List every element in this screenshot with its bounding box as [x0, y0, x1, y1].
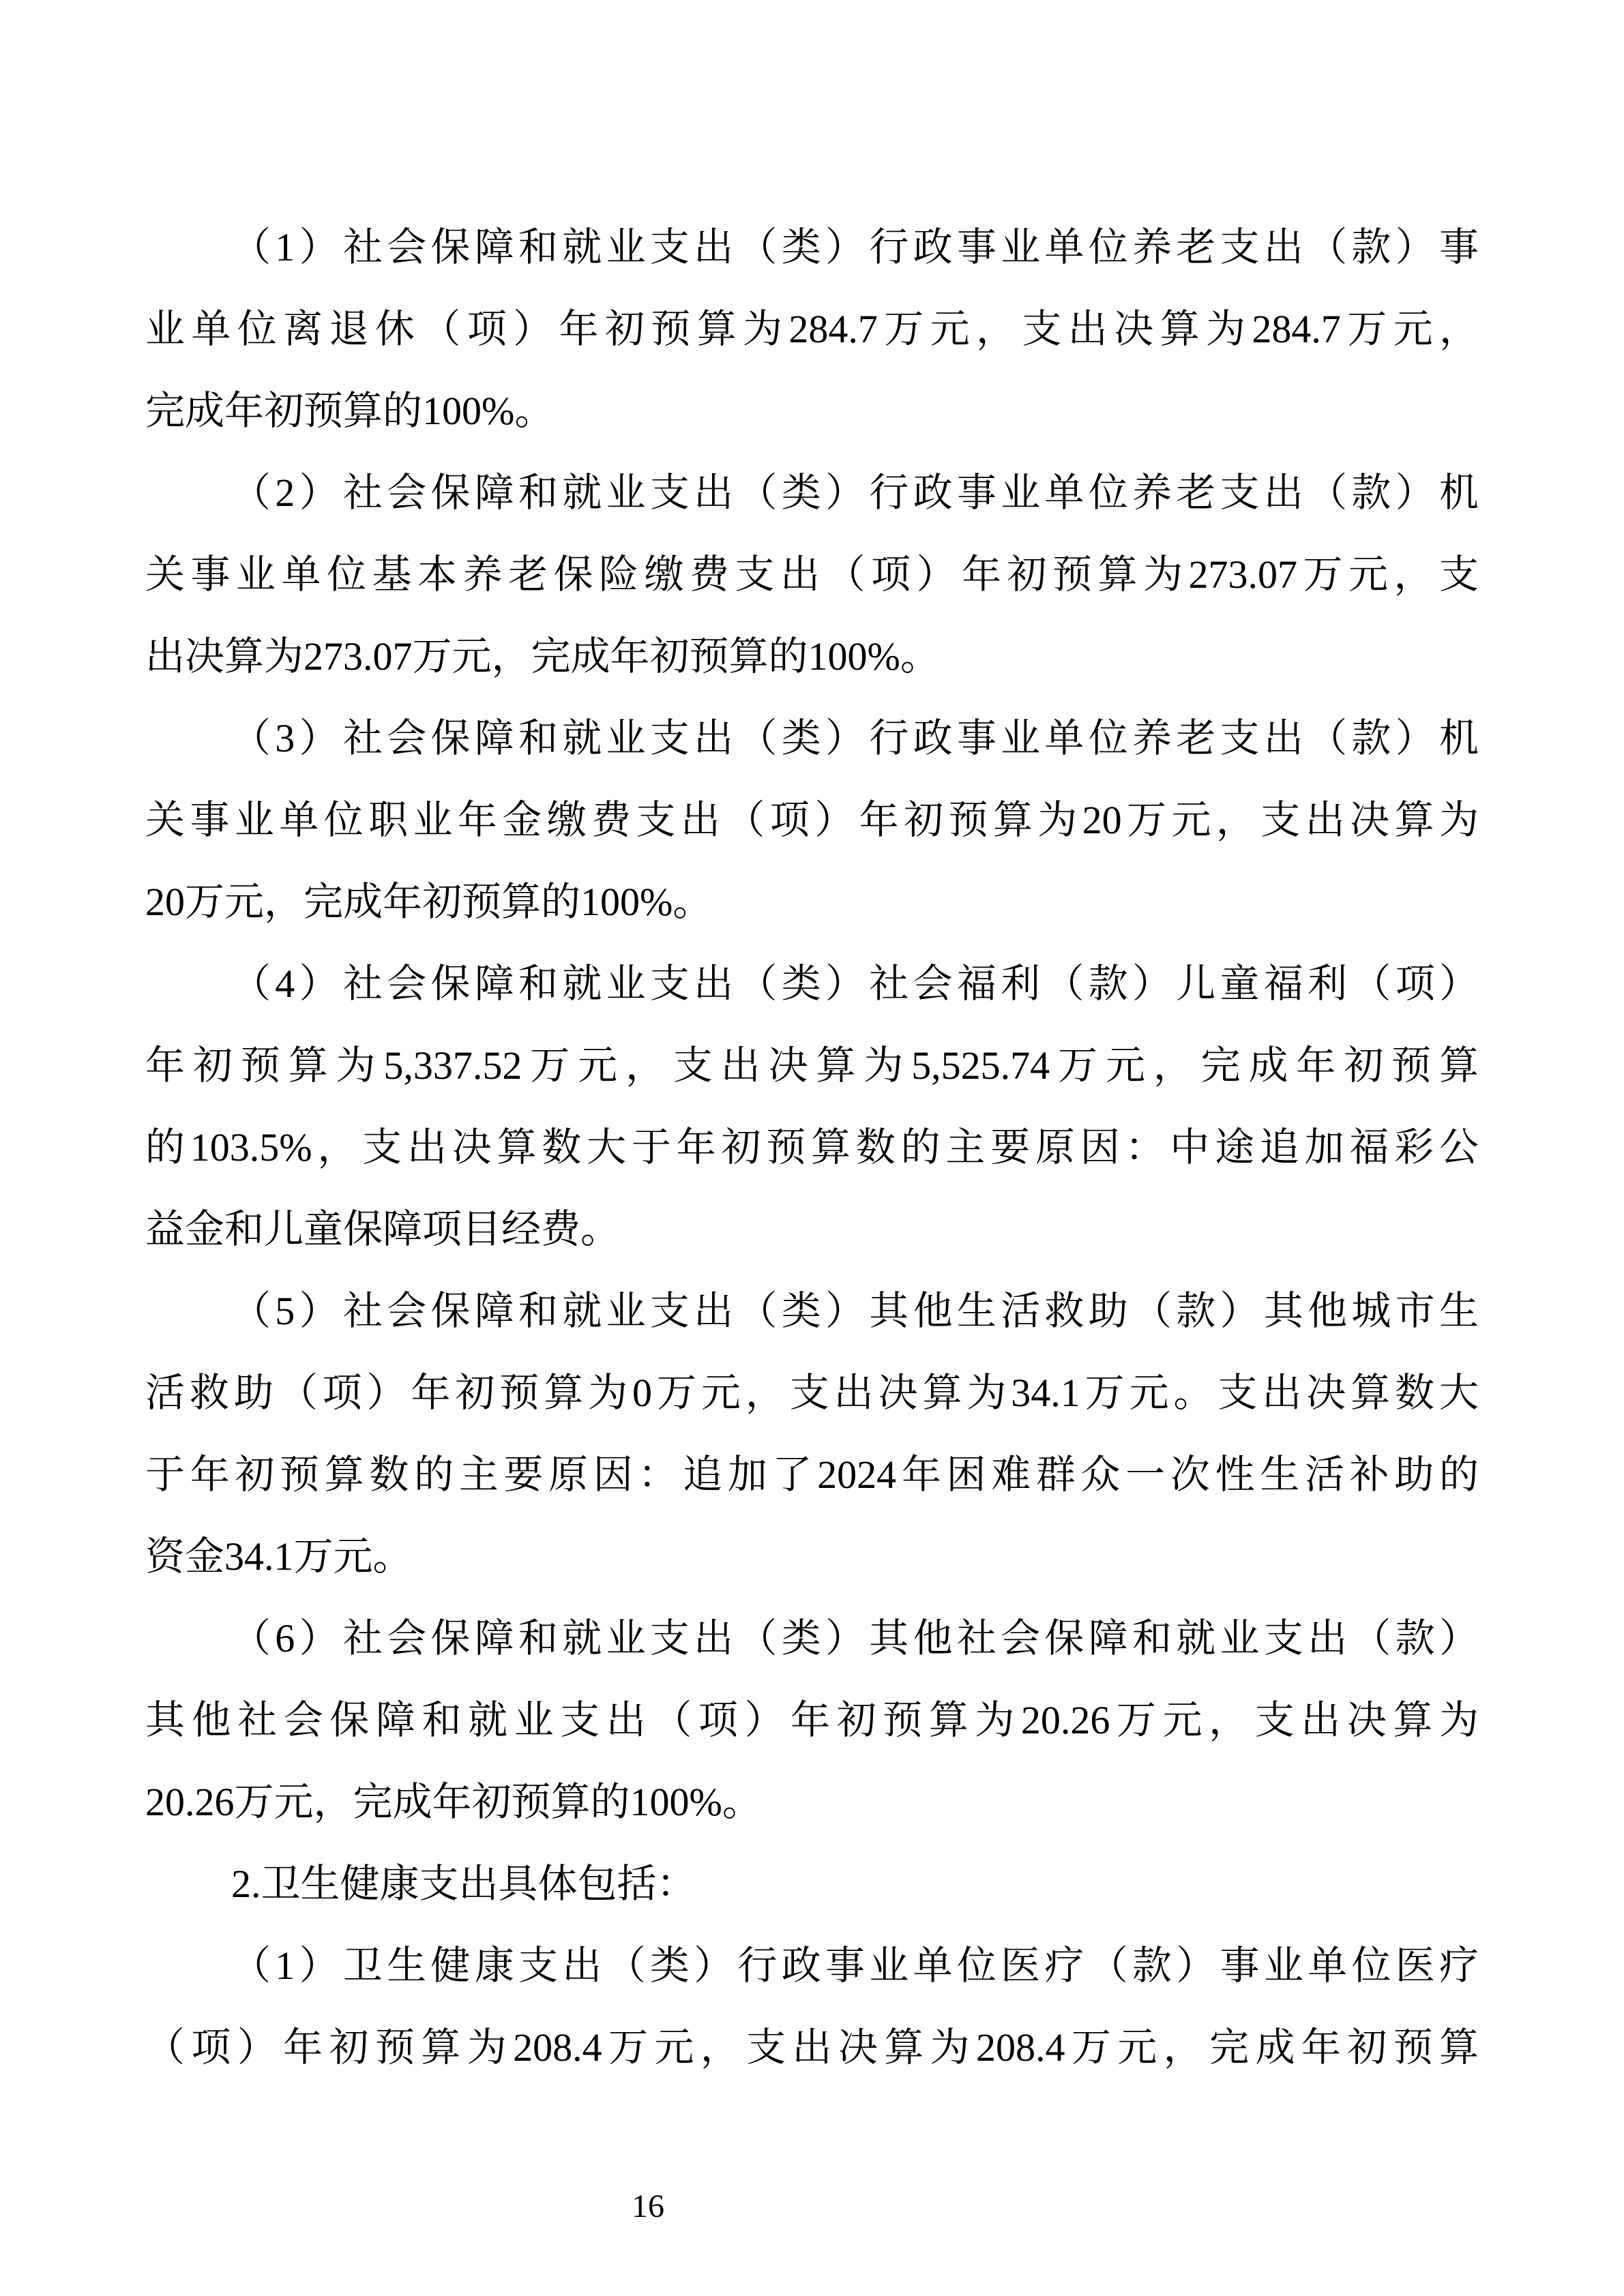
text-line: 其他社会保障和就业支出（项）年初预算为20.26万元，支出决算为: [145, 1698, 1479, 1742]
text-line: （5）社会保障和就业支出（类）其他生活救助（款）其他城市生: [231, 1289, 1479, 1333]
text-line: 关事业单位基本养老保险缴费支出（项）年初预算为273.07万元，支: [145, 552, 1479, 597]
paragraph: [145, 207, 1479, 452]
text-line: 业单位离退休（项）年初预算为284.7万元，支出决算为284.7万元，: [145, 307, 1479, 351]
document-body: [145, 207, 1479, 2089]
text-line: 20万元，完成年初预算的100%。: [145, 880, 713, 924]
paragraph: [145, 1925, 1479, 2089]
paragraph: [145, 1843, 1479, 1925]
text-line: 20.26万元，完成年初预算的100%。: [145, 1780, 762, 1824]
paragraph: [145, 452, 1479, 698]
page-number: 16: [632, 2188, 664, 2224]
paragraph: [145, 1598, 1479, 1843]
text-line: 年初预算为5,337.52万元，支出决算为5,525.74万元，完成年初预算: [145, 1043, 1479, 1088]
text-line: 资金34.1万元。: [145, 1534, 413, 1579]
text-line: （4）社会保障和就业支出（类）社会福利（款）儿童福利（项）: [231, 961, 1479, 1006]
text-line: （2）社会保障和就业支出（类）行政事业单位养老支出（款）机: [231, 471, 1479, 515]
text-line: 于年初预算数的主要原因：追加了2024年困难群众一次性生活补助的: [145, 1452, 1479, 1497]
text-line: （1）社会保障和就业支出（类）行政事业单位养老支出（款）事: [231, 225, 1479, 269]
text-line: 2.卫生健康支出具体包括：: [231, 1862, 696, 1906]
text-line: （1）卫生健康支出（类）行政事业单位医疗（款）事业单位医疗: [231, 1943, 1479, 1988]
text-line: （3）社会保障和就业支出（类）行政事业单位养老支出（款）机: [231, 716, 1479, 760]
text-line: （项）年初预算为208.4万元，支出决算为208.4万元，完成年初预算: [145, 2025, 1479, 2070]
text-line: 的103.5%，支出决算数大于年初预算数的主要原因：中途追加福彩公: [145, 1125, 1479, 1169]
text-line: 活救助（项）年初预算为0万元，支出决算为34.1万元。支出决算数大: [145, 1371, 1479, 1415]
text-line: 关事业单位职业年金缴费支出（项）年初预算为20万元，支出决算为: [145, 798, 1479, 842]
text-line: 完成年初预算的100%。: [145, 389, 555, 433]
paragraph: [145, 1270, 1479, 1598]
paragraph: [145, 943, 1479, 1270]
paragraph: [145, 698, 1479, 943]
text-line: 益金和儿童保障项目经费。: [145, 1207, 621, 1251]
text-line: （6）社会保障和就业支出（类）其他社会保障和就业支出（款）: [231, 1616, 1479, 1660]
page-footer: [0, 2190, 1624, 2231]
text-line: 出决算为273.07万元，完成年初预算的100%。: [145, 634, 940, 679]
